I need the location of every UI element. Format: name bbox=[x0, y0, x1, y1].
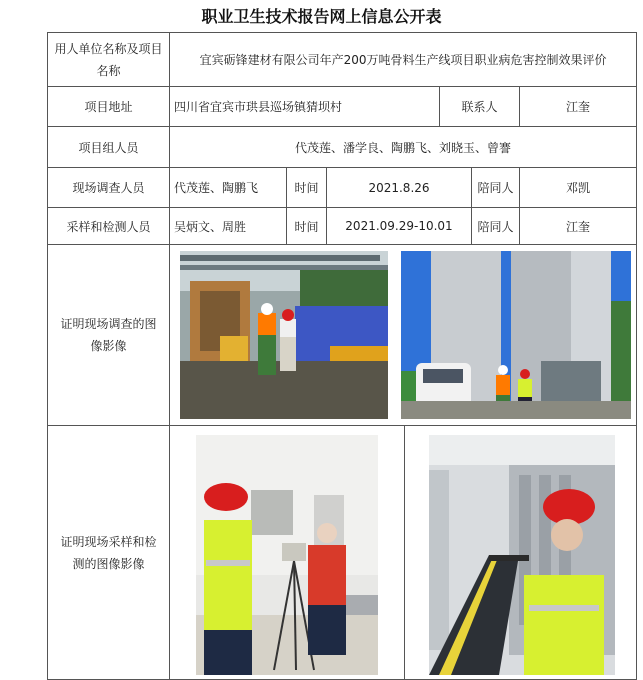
survey-time-value: 2021.8.26 bbox=[327, 168, 472, 208]
survey-label: 现场调查人员 bbox=[48, 168, 170, 208]
row-survey-photos bbox=[48, 245, 637, 426]
sampling-photo-cell bbox=[170, 426, 637, 680]
sampling-photo-2 bbox=[429, 435, 615, 675]
survey-value: 代茂莲、陶鹏飞 bbox=[170, 168, 287, 208]
photo-divider bbox=[404, 426, 405, 679]
row-sampling-photos bbox=[48, 426, 637, 680]
unit-label: 用人单位名称及项目名称 bbox=[48, 33, 170, 87]
survey-photo-cell bbox=[170, 245, 637, 426]
team-label: 项目组人员 bbox=[48, 127, 170, 168]
sampling-photo-label: 证明现场采样和检测的图像影像 bbox=[48, 426, 170, 680]
sampling-label: 采样和检测人员 bbox=[48, 208, 170, 245]
sampling-value: 吴炳文、周胜 bbox=[170, 208, 287, 245]
survey-escort-value: 邓凯 bbox=[520, 168, 637, 208]
row-address bbox=[48, 87, 637, 127]
row-sampling bbox=[48, 208, 637, 245]
sampling-time-value: 2021.09.29-10.01 bbox=[327, 208, 472, 245]
contact-label: 联系人 bbox=[440, 87, 520, 127]
row-unit bbox=[48, 33, 637, 87]
row-team bbox=[48, 127, 637, 168]
info-table bbox=[47, 32, 637, 680]
survey-photo-2 bbox=[401, 251, 631, 419]
sampling-escort-value: 江奎 bbox=[520, 208, 637, 245]
unit-value: 宜宾砺锋建材有限公司年产200万吨骨料生产线项目职业病危害控制效果评价 bbox=[170, 33, 637, 87]
contact-value: 江奎 bbox=[520, 87, 637, 127]
team-value: 代茂莲、潘学良、陶鹏飞、刘晓玉、曾謇 bbox=[170, 127, 637, 168]
survey-photo-label: 证明现场调查的图像影像 bbox=[48, 245, 170, 426]
survey-escort-label: 陪同人 bbox=[472, 168, 520, 208]
address-value: 四川省宜宾市珙县巡场镇猜坝村 bbox=[170, 87, 440, 127]
survey-photo-1 bbox=[180, 251, 388, 419]
sampling-photo-1 bbox=[196, 435, 378, 675]
address-label: 项目地址 bbox=[48, 87, 170, 127]
sampling-time-label: 时间 bbox=[287, 208, 327, 245]
sampling-escort-label: 陪同人 bbox=[472, 208, 520, 245]
row-survey bbox=[48, 168, 637, 208]
page-title: 职业卫生技术报告网上信息公开表 bbox=[201, 7, 442, 26]
survey-time-label: 时间 bbox=[287, 168, 327, 208]
